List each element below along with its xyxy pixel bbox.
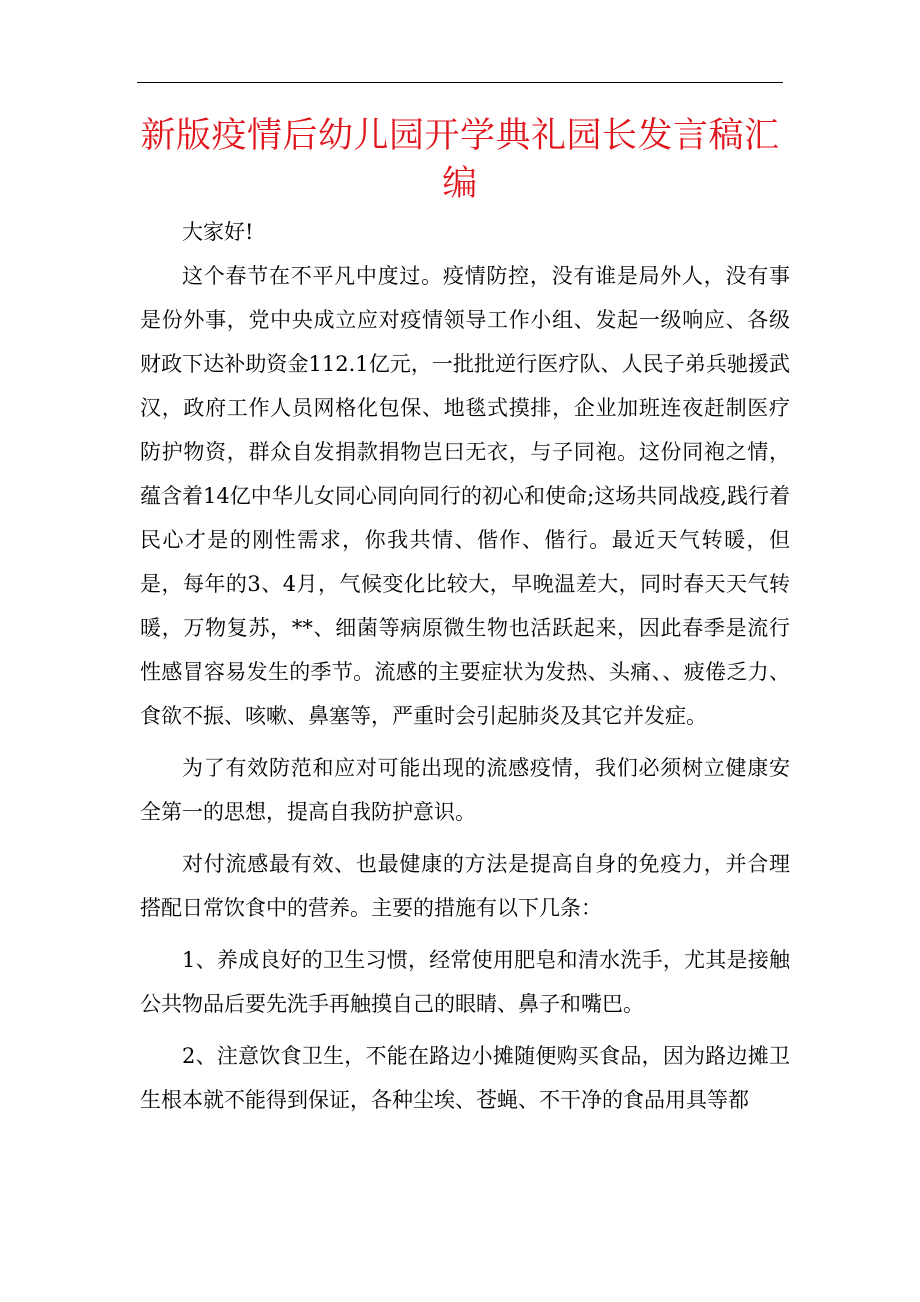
- list-item-2: 2、注意饮食卫生，不能在路边小摊随便购买食品，因为路边摊卫生根本就不能得到保证，各种尘埃、苍蝇、不干净的食品用具等都: [140, 1044, 790, 1112]
- body-paragraph-3: 对付流感最有效、也最健康的方法是提高自身的免疫力，并合理搭配日常饮食中的营养。主要的措施有以下几条：: [140, 852, 790, 920]
- header-rule: [137, 82, 783, 83]
- body-paragraph-1: 这个春节在不平凡中度过。疫情防控，没有谁是局外人，没有事是份外事，党中央成立应对疫情领导工作小组、发起一级响应、各级财政下达补助资金112.1亿元，一批批逆行医疗队、人民子弟兵驰援武汉，政府工作人员网格化包保、地毯式摸排，企业加班连夜赶制医疗防护物资，群众自发捐款捐物岂曰无衣，与子同袍。这份同袍之情，蕴含着14亿中华儿女同心同向同行的初心和使命;这场共同战疫,践行着民心才是的刚性需求，你我共情、偕作、偕行。最近天气转暖，但是，每年的3、4月，气候变化比较大，早晚温差大，同时春天天气转暖，万物复苏，**、细菌等病原微生物也活跃起来，因此春季是流行性感冒容易发生的季节。流感的主要症状为发热、头痛、、疲倦乏力、食欲不振、咳嗽、鼻塞等，严重时会引起肺炎及其它并发症。: [140, 264, 790, 728]
- document-title: 新版疫情后幼儿园开学典礼园长发言稿汇编: [140, 116, 780, 204]
- list-item-1: 1、养成良好的卫生习惯，经常使用肥皂和清水洗手，尤其是接触公共物品后要先洗手再触摸自己的眼睛、鼻子和嘴巴。: [140, 948, 790, 1016]
- document-body: [140, 210, 790, 1122]
- body-paragraph-2: 为了有效防范和应对可能出现的流感疫情，我们必须树立健康安全第一的思想，提高自我防护意识。: [140, 756, 790, 824]
- greeting-paragraph: 大家好!: [182, 220, 254, 244]
